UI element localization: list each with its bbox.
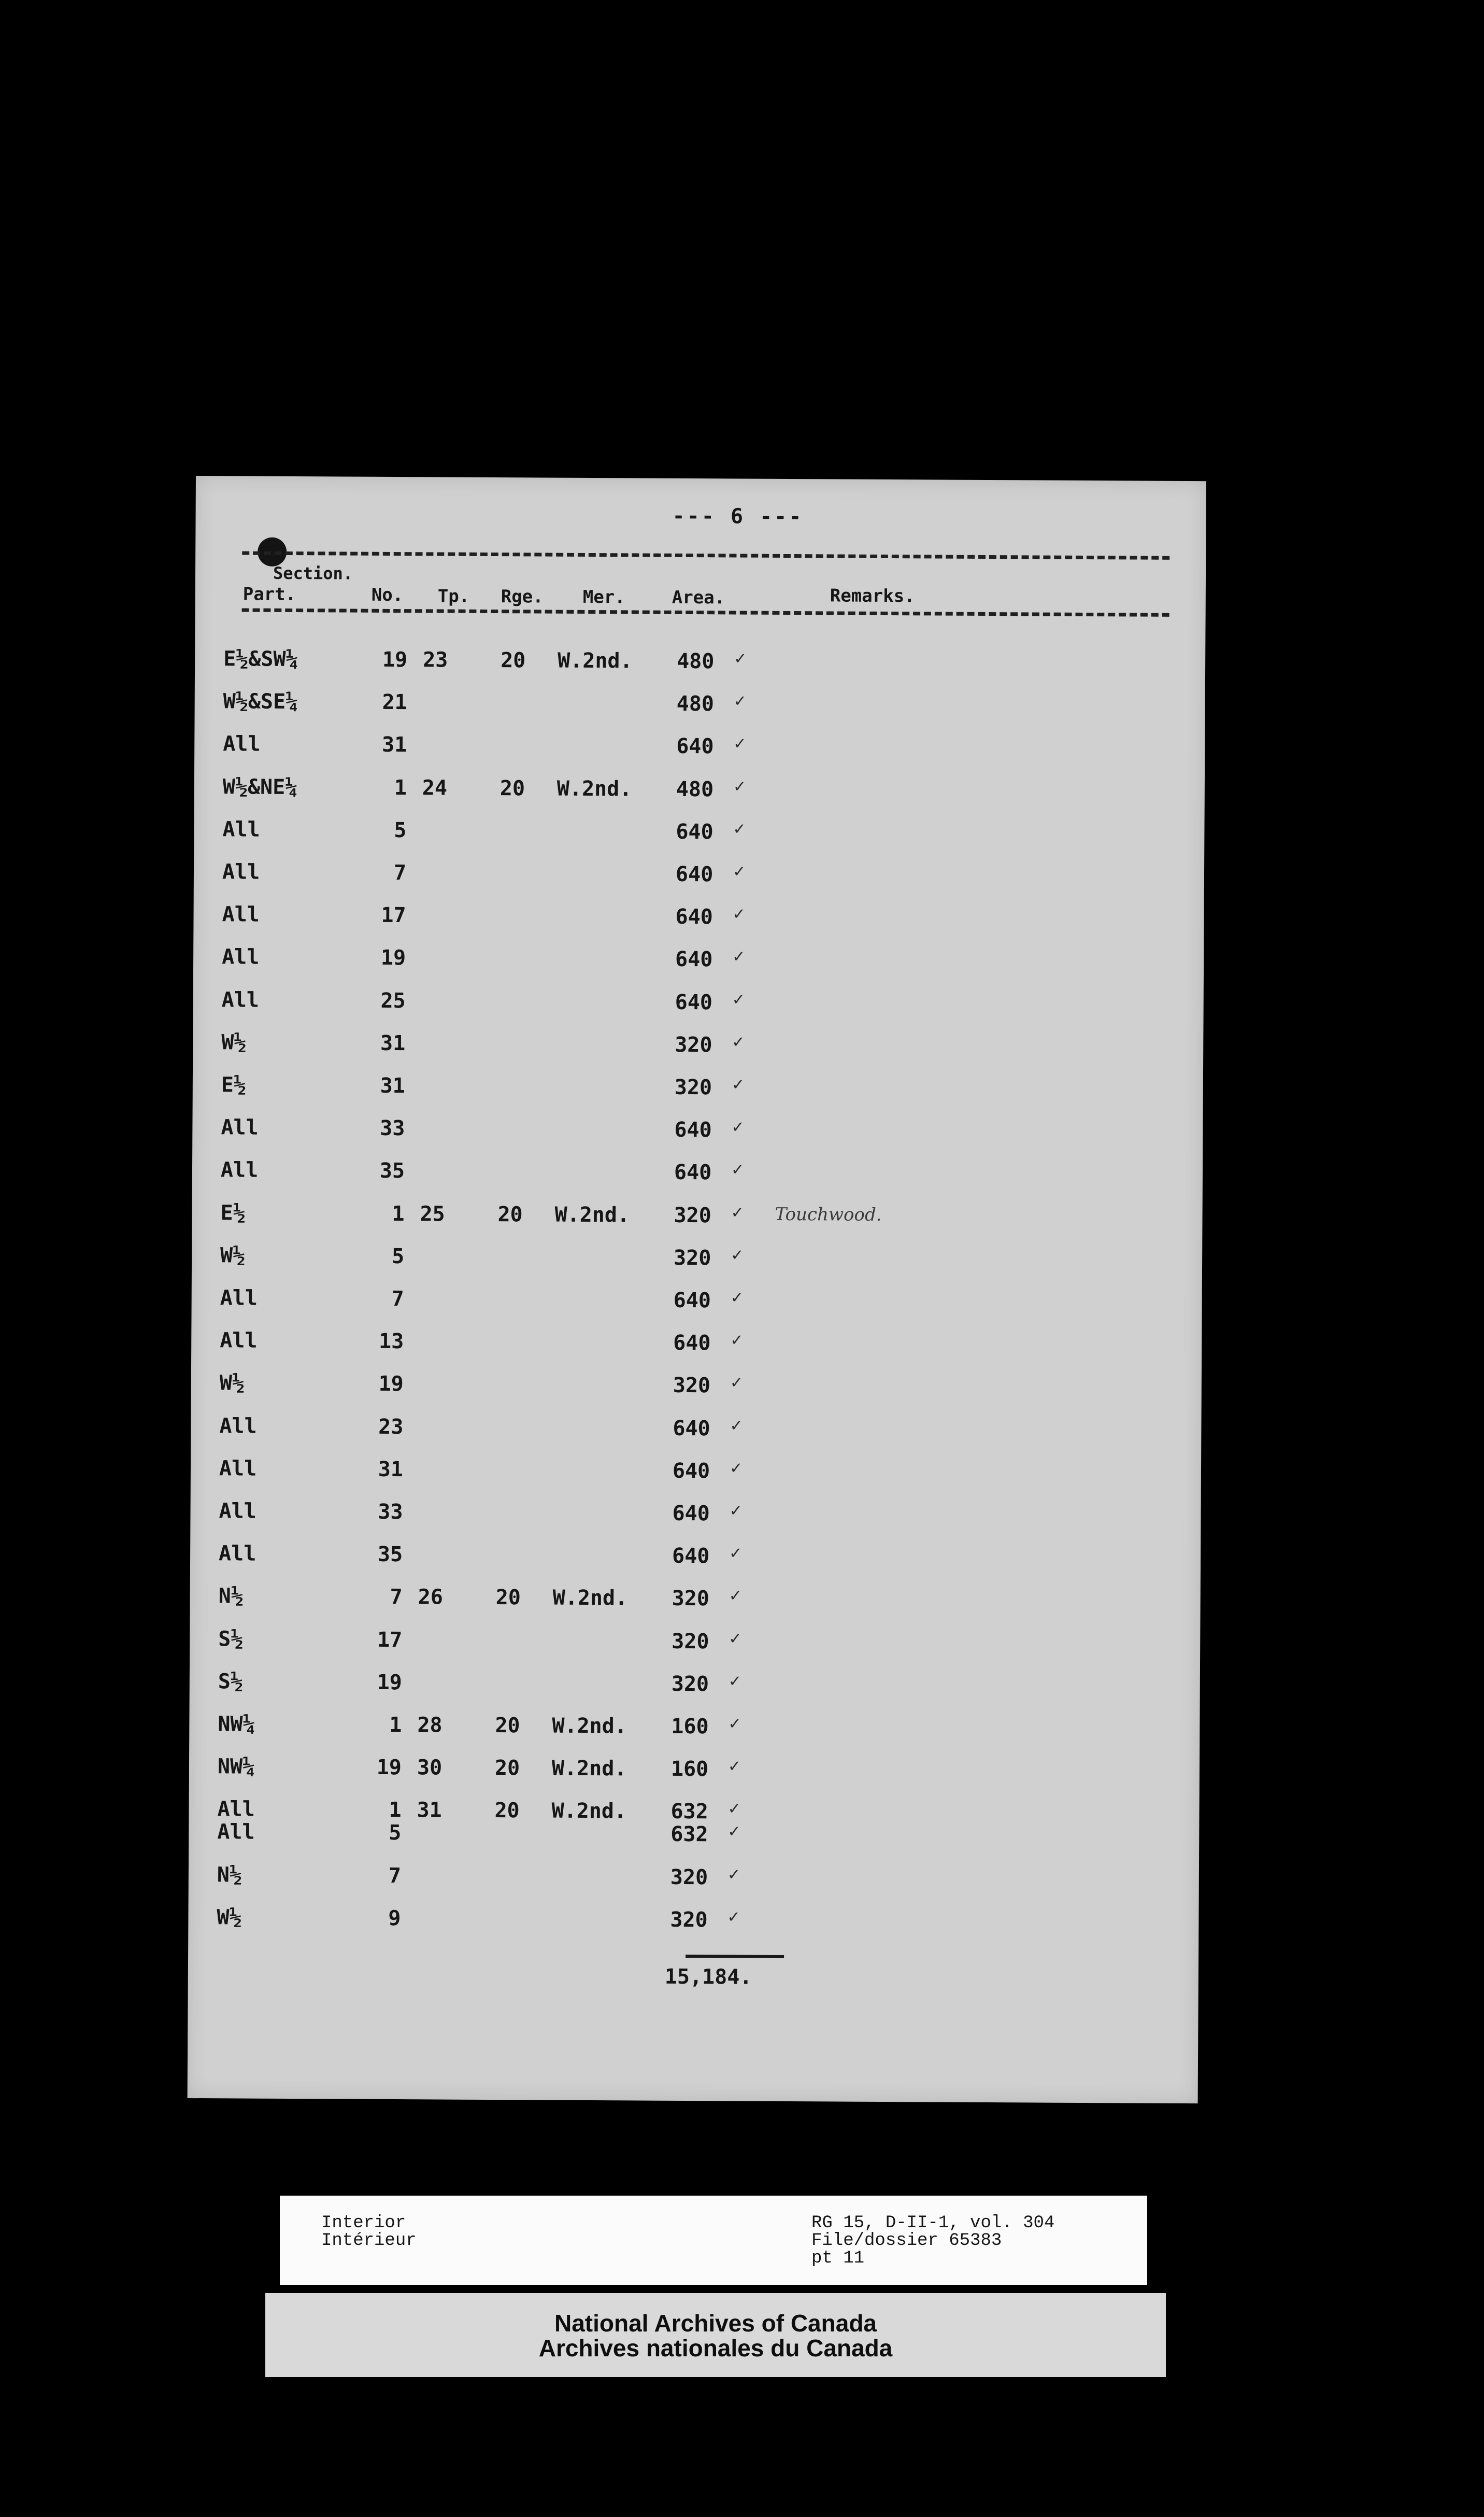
header-tp: Tp.	[437, 586, 470, 607]
header-no: No.	[371, 584, 404, 606]
table-row	[193, 988, 1204, 1019]
document-page	[188, 476, 1206, 2103]
cell-no: 31	[381, 733, 407, 757]
cell-tp: 23	[423, 648, 448, 672]
table-row	[193, 1030, 1203, 1062]
reference-label	[280, 2196, 1147, 2285]
check-mark-icon: ✓	[732, 991, 745, 1009]
table-row	[193, 902, 1204, 934]
table-row	[190, 1670, 1200, 1701]
cell-part: NW¼	[218, 1712, 255, 1736]
cell-no: 13	[378, 1330, 404, 1354]
check-mark-icon: ✓	[729, 1630, 742, 1648]
check-mark-icon: ✓	[734, 649, 747, 668]
header-rule-bottom	[242, 608, 1169, 616]
cell-no: 7	[388, 1863, 401, 1888]
check-mark-icon: ✓	[729, 1544, 743, 1563]
cell-no: 21	[382, 690, 407, 715]
table-row	[191, 1371, 1202, 1402]
cell-rge: 20	[501, 648, 526, 673]
check-mark-icon: ✓	[729, 1587, 742, 1605]
table-row	[194, 732, 1205, 763]
cell-part: All	[221, 1115, 259, 1140]
cell-part: NW¼	[217, 1755, 255, 1779]
table-row	[190, 1542, 1201, 1573]
cell-part: W½	[217, 1905, 242, 1930]
cell-no: 17	[381, 903, 406, 928]
cell-no: 7	[390, 1585, 403, 1609]
check-mark-icon: ✓	[733, 777, 747, 796]
check-mark-icon: ✓	[730, 1331, 744, 1350]
cell-area: 640	[673, 1416, 710, 1440]
check-mark-icon: ✓	[733, 692, 747, 711]
cell-no: 35	[377, 1543, 403, 1567]
cell-part: E½	[220, 1200, 246, 1225]
cell-tp: 30	[417, 1756, 443, 1780]
cell-mer: W.2nd.	[556, 776, 632, 801]
reference-right-line3: pt 11	[811, 2249, 865, 2268]
cell-tp: 24	[422, 775, 448, 800]
header-part: Part.	[242, 584, 296, 605]
cell-no: 7	[391, 1286, 404, 1311]
table-row	[191, 1457, 1201, 1488]
cell-mer: W.2nd.	[551, 1799, 627, 1823]
check-mark-icon: ✓	[729, 1459, 743, 1478]
cell-no: 23	[378, 1415, 404, 1439]
table-row	[188, 1905, 1198, 1936]
table-row	[191, 1414, 1201, 1445]
archives-name-fr: Archives nationales du Canada	[538, 2335, 893, 2362]
cell-area: 640	[673, 1288, 711, 1313]
cell-tp: 28	[417, 1713, 443, 1737]
cell-part: All	[220, 1328, 258, 1353]
cell-no: 9	[388, 1906, 401, 1930]
header-section: Section.	[273, 563, 353, 584]
table-row	[189, 1712, 1200, 1743]
cell-area: 480	[676, 692, 715, 716]
reference-file	[811, 2214, 1054, 2267]
cell-part: W½	[219, 1371, 245, 1395]
cell-area: 320	[673, 1374, 711, 1398]
header-rule-top	[242, 551, 1169, 559]
cell-part: W½	[221, 1030, 247, 1055]
cell-part: All	[219, 1457, 257, 1481]
table-row	[194, 775, 1205, 806]
cell-part: W½&NE¼	[222, 774, 298, 799]
cell-no: 35	[379, 1159, 405, 1183]
cell-part: All	[219, 1499, 256, 1523]
cell-part: All	[221, 987, 260, 1012]
check-mark-icon: ✓	[727, 1908, 740, 1927]
cell-part: All	[220, 1158, 259, 1183]
cell-part: All	[217, 1820, 255, 1845]
cell-part: All	[223, 732, 261, 757]
cell-no: 31	[380, 1073, 405, 1098]
header-mer: Mer.	[582, 586, 625, 608]
check-mark-icon: ✓	[730, 1289, 744, 1307]
cell-tp: 26	[418, 1585, 443, 1609]
table-row	[189, 1863, 1199, 1894]
cell-area: 160	[671, 1714, 709, 1739]
cell-part: All	[220, 1286, 258, 1310]
cell-rge: 20	[495, 1714, 520, 1738]
cell-no: 31	[378, 1457, 404, 1481]
cell-no: 7	[393, 861, 407, 885]
cell-no: 19	[378, 1372, 404, 1396]
cell-mer: W.2nd.	[551, 1756, 627, 1781]
cell-area: 640	[672, 1544, 710, 1568]
check-mark-icon: ✓	[732, 862, 746, 881]
table-row	[190, 1584, 1201, 1615]
cell-part: S½	[218, 1670, 244, 1694]
cell-part: All	[218, 1542, 256, 1566]
cell-area: 480	[677, 649, 715, 674]
reference-right-line1: RG 15, D-II-1, vol. 304	[811, 2213, 1055, 2233]
cell-area: 320	[674, 1075, 712, 1100]
cell-area: 640	[676, 734, 714, 759]
cell-rge: 20	[500, 776, 525, 800]
table-row	[192, 1201, 1202, 1232]
check-mark-icon: ✓	[733, 820, 746, 839]
cell-part: All	[222, 902, 260, 927]
table-row	[192, 1115, 1203, 1147]
cell-area: 640	[672, 1459, 710, 1483]
cell-area: 640	[675, 948, 713, 972]
table-row	[194, 817, 1204, 849]
cell-area: 632	[670, 1800, 708, 1824]
cell-remark: Touchwood.	[775, 1204, 882, 1225]
header-remarks: Remarks.	[830, 585, 915, 607]
table-row	[194, 860, 1204, 891]
cell-no: 31	[380, 1031, 406, 1055]
cell-area: 320	[674, 1203, 711, 1227]
cell-area: 640	[676, 819, 714, 844]
cell-no: 19	[377, 1670, 402, 1694]
cell-part: N½	[218, 1584, 244, 1608]
cell-area: 640	[675, 862, 714, 887]
cell-area: 320	[673, 1246, 711, 1270]
cell-part: N½	[217, 1862, 242, 1887]
cell-area: 640	[675, 905, 713, 929]
cell-rge: 20	[494, 1756, 520, 1780]
cell-no: 1	[389, 1713, 402, 1737]
total-rule	[686, 1955, 784, 1958]
table-row	[195, 647, 1205, 678]
cell-area: 320	[670, 1865, 708, 1889]
cell-part: All	[222, 860, 260, 884]
cell-no: 25	[380, 988, 406, 1013]
cell-area: 320	[672, 1629, 709, 1653]
archives-name-en: National Archives of Canada	[554, 2310, 877, 2337]
cell-part: W½&SE¼	[223, 689, 298, 714]
cell-mer: W.2nd.	[552, 1714, 627, 1738]
table-row	[192, 1158, 1203, 1189]
reference-left-line1: Interior	[321, 2213, 406, 2233]
cell-mer: W.2nd.	[558, 648, 633, 673]
table-row	[189, 1820, 1199, 1851]
cell-area: 480	[676, 777, 714, 801]
cell-no: 19	[380, 946, 406, 970]
cell-area: 640	[675, 990, 713, 1014]
cell-no: 33	[380, 1116, 405, 1141]
cell-no: 5	[389, 1821, 402, 1845]
cell-no: 33	[378, 1500, 403, 1524]
check-mark-icon: ✓	[727, 1800, 741, 1818]
cell-part: E½	[221, 1073, 247, 1097]
reference-right-line2: File/dossier 65383	[811, 2231, 1002, 2251]
check-mark-icon: ✓	[728, 1715, 741, 1733]
check-mark-icon: ✓	[730, 1417, 743, 1435]
cell-no: 19	[382, 647, 408, 672]
cell-rge: 20	[495, 1586, 521, 1610]
cell-area: 320	[672, 1587, 710, 1611]
check-mark-icon: ✓	[727, 1865, 741, 1884]
check-mark-icon: ✓	[733, 734, 747, 753]
check-mark-icon: ✓	[729, 1502, 743, 1520]
table-row	[193, 1073, 1203, 1104]
reference-left-line2: Intérieur	[321, 2231, 417, 2251]
table-row	[190, 1499, 1201, 1530]
cell-no: 1	[389, 1798, 402, 1822]
cell-no: 19	[376, 1756, 402, 1780]
cell-rge: 20	[497, 1202, 523, 1226]
check-mark-icon: ✓	[730, 1374, 744, 1392]
cell-part: All	[217, 1797, 255, 1822]
table-row	[192, 1243, 1202, 1275]
cell-part: All	[222, 945, 260, 970]
cell-no: 5	[391, 1244, 405, 1268]
cell-area: 640	[674, 1161, 712, 1185]
archives-label	[265, 2293, 1166, 2377]
cell-area: 320	[675, 1033, 712, 1057]
cell-area: 320	[671, 1672, 709, 1696]
cell-tp: 25	[420, 1201, 445, 1226]
cell-mer: W.2nd.	[552, 1586, 628, 1610]
cell-area: 640	[672, 1501, 710, 1526]
check-mark-icon: ✓	[731, 1204, 744, 1222]
check-mark-icon: ✓	[731, 1076, 745, 1094]
check-mark-icon: ✓	[727, 1822, 741, 1841]
check-mark-icon: ✓	[731, 1246, 744, 1265]
cell-no: 1	[394, 775, 407, 800]
area-total: 15,184.	[664, 1964, 752, 1989]
table-row	[192, 1286, 1202, 1317]
cell-part: W½	[220, 1243, 246, 1268]
table-row	[193, 945, 1204, 976]
check-mark-icon: ✓	[731, 1118, 745, 1137]
check-mark-icon: ✓	[728, 1672, 742, 1691]
page-number: --- 6 ---	[672, 504, 804, 529]
header-area: Area.	[672, 587, 725, 609]
cell-part: E½&SW¼	[223, 647, 298, 672]
check-mark-icon: ✓	[732, 948, 746, 966]
cell-area: 632	[670, 1822, 708, 1847]
cell-rge: 20	[494, 1799, 520, 1823]
table-row	[190, 1627, 1200, 1658]
cell-area: 640	[674, 1118, 712, 1142]
check-mark-icon: ✓	[727, 1757, 741, 1776]
header-rge: Rge.	[501, 586, 544, 607]
cell-part: All	[219, 1413, 257, 1438]
cell-mer: W.2nd.	[554, 1203, 630, 1227]
cell-area: 160	[670, 1757, 709, 1781]
cell-part: All	[222, 817, 260, 842]
table-row	[195, 689, 1205, 720]
table-row	[191, 1328, 1202, 1360]
cell-part: S½	[218, 1627, 244, 1651]
cell-no: 5	[394, 818, 407, 842]
check-mark-icon: ✓	[731, 1161, 745, 1179]
check-mark-icon: ✓	[732, 905, 746, 924]
cell-area: 320	[670, 1907, 708, 1932]
cell-tp: 31	[417, 1798, 442, 1822]
reference-department	[321, 2214, 417, 2250]
cell-no: 1	[392, 1201, 405, 1226]
check-mark-icon: ✓	[732, 1033, 745, 1052]
cell-area: 640	[673, 1331, 711, 1355]
cell-no: 17	[377, 1628, 403, 1652]
table-row	[189, 1755, 1200, 1786]
